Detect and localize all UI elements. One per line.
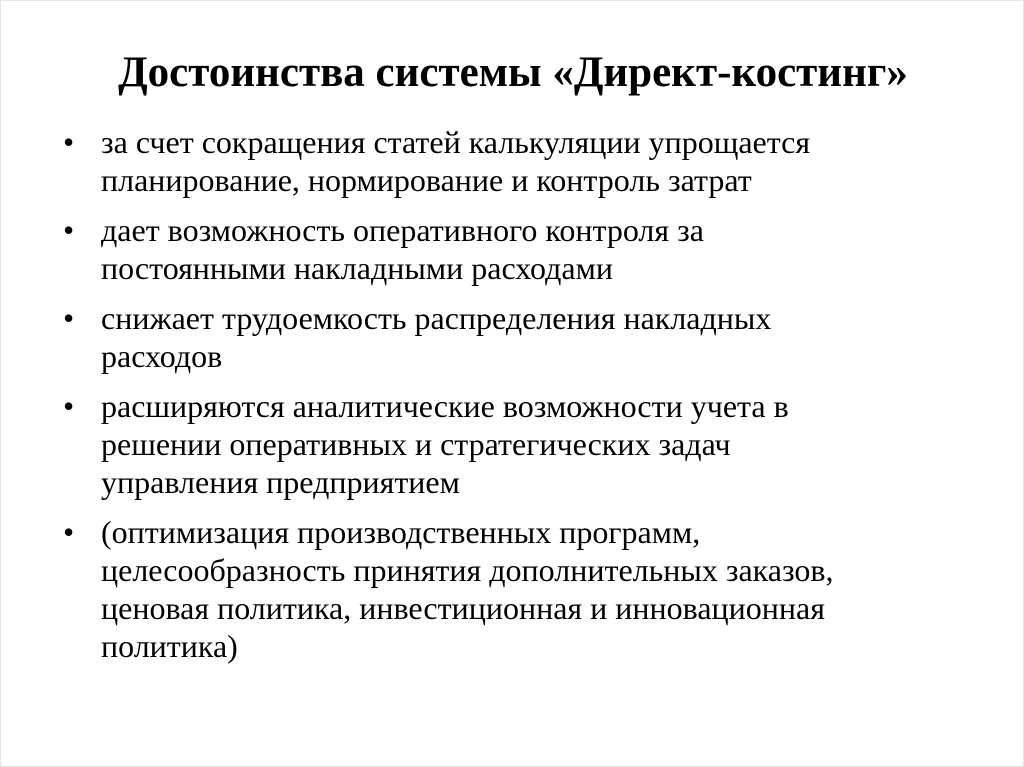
bullet-item (63, 387, 973, 501)
bullet-text-line: расширяются аналитические возможности учета в (101, 388, 789, 424)
bullet-text-line: дает возможность оперативного контроля за (101, 212, 704, 248)
bullet-icon: • (63, 212, 75, 248)
bullet-icon: • (63, 300, 75, 336)
bullet-text-line: управления предприятием (101, 464, 460, 500)
bullet-item (63, 211, 973, 287)
bullet-text-line: политика) (101, 628, 238, 664)
bullet-item (63, 123, 973, 199)
bullet-text-line: за счет сокращения статей калькуляции упрощается (101, 124, 811, 160)
bullet-icon: • (63, 514, 75, 550)
bullet-text-line: снижает трудоемкость распределения накладных (101, 300, 772, 336)
bullet-icon: • (63, 388, 75, 424)
bullet-text-line: планирование, нормирование и контроль затрат (101, 162, 752, 198)
bullet-text-line: постоянными накладными расходами (101, 250, 613, 286)
bullet-text-line: ценовая политика, инвестиционная и инновационная (101, 590, 825, 626)
bullet-text-line: решении оперативных и стратегических задач (101, 426, 731, 462)
slide-title: Достоинства системы «Директ-костинг» (118, 49, 908, 96)
bullet-text-line: целесообразность принятия дополнительных заказов, (101, 552, 834, 588)
bullet-list (63, 123, 973, 677)
bullet-item (63, 299, 973, 375)
bullet-icon: • (63, 124, 75, 160)
bullet-item (63, 513, 973, 665)
bullet-text-line: расходов (101, 338, 223, 374)
bullet-text-line: (оптимизация производственных программ, (101, 514, 701, 550)
